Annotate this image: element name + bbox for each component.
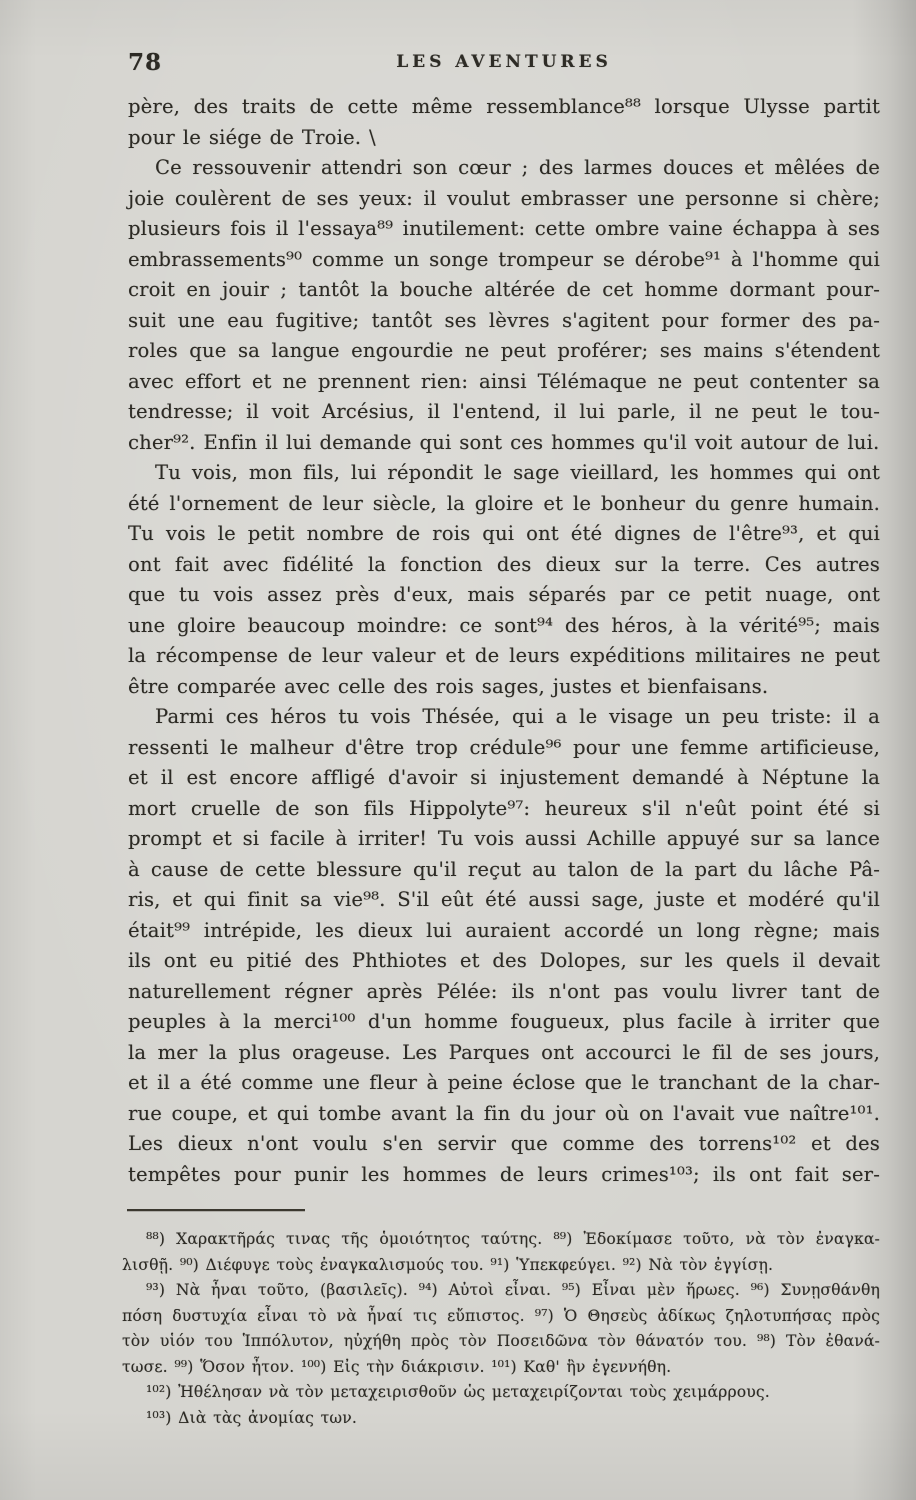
text-line: joie coulèrent de ses yeux: il voulut embrasser une personne si chère; <box>128 186 880 210</box>
text-line: été l'ornement de leur siècle, la gloire et le bonheur du genre humain. <box>128 491 880 515</box>
text-line: πόση δυστυχία εἶναι τὸ νὰ ἦναί τις εὔπιστος. ⁹⁷) Ὁ Θησεὺς ἀδίκως ζηλοτυπήσας πρὸς <box>122 1306 880 1325</box>
text-line: peuples à la merci¹⁰⁰ d'un homme fougueux, plus facile à irriter que <box>128 1010 880 1033</box>
text-line: ils ont eu pitié des Phthiotes et des Dolopes, sur les quels il devait <box>128 949 880 972</box>
text-line: une gloire beaucoup moindre: ce sont⁹⁴ des héros, à la vérité⁹⁵; mais <box>128 613 880 637</box>
text-line: rue coupe, et qui tombe avant la fin du jour où on l'avait vue naître¹⁰¹. <box>128 1101 880 1125</box>
text-line: cher⁹². Enfin il lui demande qui sont ces hommes qu'il voit autour de lui. <box>128 430 880 454</box>
text-line: prompt et si facile à irriter! Tu vois aussi Achille appuyé sur sa lance <box>128 827 880 850</box>
page-header <box>128 48 880 78</box>
text-line: ⁸⁸) Χαρακτῆράς τινας τῆς ὁμοιότητος ταύτης. ⁸⁹) Ἐδοκίμασε τοῦτο, νὰ τὸν ἐναγκα- <box>146 1230 880 1248</box>
text-line: plusieurs fois il l'essaya⁸⁹ inutilement: cette ombre vaine échappa à ses <box>128 217 880 240</box>
text-line: que tu vois assez près d'eux, mais séparés par ce petit nuage, ont <box>128 583 880 606</box>
text-line: et il est encore affligé d'avoir si injustement demandé à Néptune la <box>128 766 880 789</box>
text-line: naturellement régner après Pélée: ils n'ont pas voulu livrer tant de <box>128 979 880 1003</box>
text-line: ⁹³) Νὰ ἦναι τοῦτο, (βασιλεῖς). ⁹⁴) Αὐτοὶ εἶναι. ⁹⁵) Εἶναι μὲν ἥρωες. ⁹⁶) Συνῃσθάνθη <box>146 1281 880 1299</box>
footnotes <box>122 1227 880 1431</box>
footnote-separator <box>127 1209 305 1211</box>
text-line: être comparée avec celle des rois sages, justes et bienfaisans. <box>128 674 769 698</box>
text-line: ¹⁰²) Ἠθέλησαν νὰ τὸν μεταχειρισθοῦν ὡς μεταχειρίζονται τοὺς χειμάρρους. <box>146 1383 770 1401</box>
text-line: Tu vois, mon fils, lui répondit le sage vieillard, les hommes qui ont <box>155 461 880 484</box>
text-line: τωσε. ⁹⁹) Ὅσον ἦτον. ¹⁰⁰) Εἰς τὴν διάκρισιν. ¹⁰¹) Καθ' ἣν ἐγεννήθη. <box>122 1357 672 1376</box>
text-line: était⁹⁹ intrépide, les dieux lui auraient accordé un long règne; mais <box>128 918 880 942</box>
paragraph <box>128 458 880 702</box>
paragraph <box>128 153 880 458</box>
text-line: Les dieux n'ont voulu s'en servir que comme des torrens¹⁰² et des <box>128 1132 880 1155</box>
text-line: à cause de cette blessure qu'il reçut au talon de la part du lâche Pâ- <box>128 857 880 881</box>
main-text <box>128 92 880 1190</box>
text-line: avec effort et ne prennent rien: ainsi Télémaque ne peut contenter sa <box>128 369 880 393</box>
text-line: embrassements⁹⁰ comme un songe trompeur se dérobe⁹¹ à l'homme qui <box>128 247 880 271</box>
text-line: Tu vois le petit nombre de rois qui ont été dignes de l'être⁹³, et qui <box>128 522 880 545</box>
text-line: Parmi ces héros tu vois Thésée, qui a le visage un peu triste: il a <box>155 705 880 728</box>
text-line: la récompense de leur valeur et de leurs expéditions militaires ne peut <box>128 644 880 667</box>
text-line: ¹⁰³) Διὰ τὰς ἀνομίας των. <box>146 1408 357 1427</box>
text-line: λισθῇ. ⁹⁰) Διέφυγε τοὺς ἐναγκαλισμούς του. ⁹¹) Ὑπεκφεύγει. ⁹²) Νὰ τὸν ἐγγίσῃ. <box>122 1255 774 1274</box>
text-line: et il a été comme une fleur à peine éclose que le tranchant de la char- <box>128 1071 880 1094</box>
text-line: ris, et qui finit sa vie⁹⁸. S'il eût été aussi sage, juste et modéré qu'il <box>128 888 880 911</box>
text-line: τὸν υἱόν του Ἱππόλυτον, ηὐχήθη πρὸς τὸν Ποσειδῶνα τὸν θάνατόν του. ⁹⁸) Τὸν ἐθανά- <box>122 1332 880 1350</box>
text-line: la mer la plus orageuse. Les Parques ont accourci le fil de ses jours, <box>128 1040 880 1064</box>
text-line: tempêtes pour punir les hommes de leurs crimes¹⁰³; ils ont fait ser- <box>128 1162 880 1186</box>
text-line: pour le siége de Troie. \ <box>128 125 376 149</box>
text-line: mort cruelle de son fils Hippolyte⁹⁷: heureux s'il n'eût point été si <box>128 796 880 820</box>
running-title: LES AVENTURES <box>396 52 612 72</box>
text-line: Ce ressouvenir attendri son cœur ; des larmes douces et mêlées de <box>155 156 880 179</box>
text-line: tendresse; il voit Arcésius, il l'entend, il lui parle, il ne peut le tou- <box>128 400 880 423</box>
paragraph <box>128 92 880 153</box>
text-line: ont fait avec fidélité la fonction des dieux sur la terre. Ces autres <box>128 552 880 576</box>
text-line: ressenti le malheur d'être trop crédule⁹⁶ pour une femme artificieuse, <box>128 735 880 759</box>
text-line: roles que sa langue engourdie ne peut proférer; ses mains s'étendent <box>128 339 880 362</box>
text-line: père, des traits de cette même ressemblance⁸⁸ lorsque Ulysse partit <box>128 95 880 118</box>
text-line: suit une eau fugitive; tantôt ses lèvres s'agitent pour former des pa- <box>128 308 880 332</box>
paragraph <box>128 702 880 1190</box>
page-number: 78 <box>128 49 163 76</box>
text-line: croit en jouir ; tantôt la bouche altérée de cet homme dormant pour- <box>128 278 880 301</box>
